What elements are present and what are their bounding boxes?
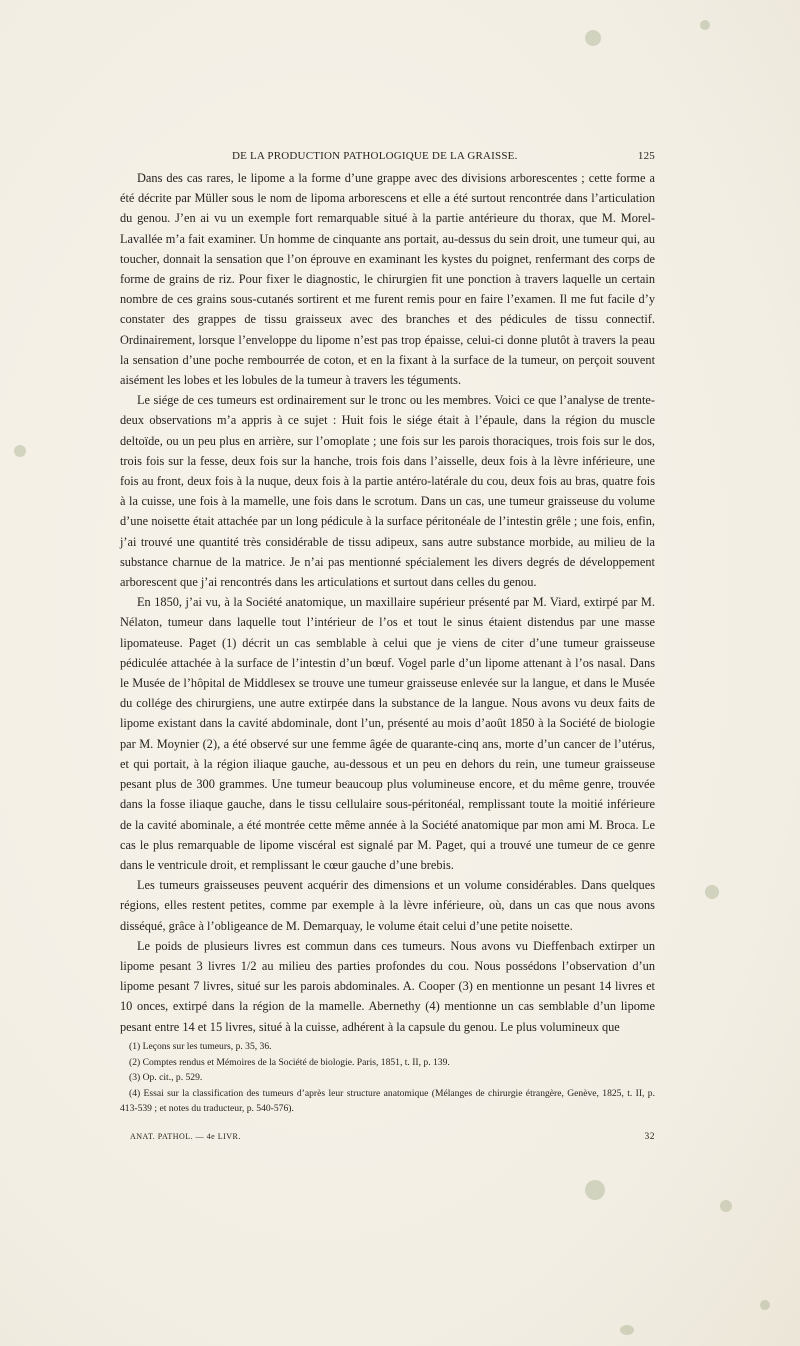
page-number: 125: [637, 150, 655, 162]
running-title: DE LA PRODUCTION PATHOLOGIQUE DE LA GRAISSE.: [232, 150, 518, 162]
foxing-stain: [585, 1180, 605, 1200]
paragraph: Dans des cas rares, le lipome a la forme d’une grappe avec des divisions arborescentes ; cette forme a été décrite par Müller sous le nom de lipoma arborescens et elle a été surtout rencontrée dans l’articulation du genou. J’en ai vu un exemple fort remarquable situé à la partie antérieure du thorax, que M. Morel-Lavallée m’a fait examiner. Un homme de cinquante ans portait, au-dessus du sein droit, une tumeur qui, au toucher, donnait la sensation que l’on éprouve en examinant les kystes du poignet, renfermant des corps de forme de grains de riz. Pour fixer le diagnostic, le chirurgien fit une ponction à travers laquelle un certain nombre de ces grains sous-cutanés sortirent et me furent remis pour en faire l’examen. Il me fut facile d’y constater des grappes de tissu graisseux avec des branches et des pédicules de tissu connectif. Ordinairement, lorsque l’enveloppe du lipome n’est pas trop épaisse, celui-ci donne plutôt à travers la peau la sensation d’une poche rembourrée de coton, et en la fixant à la surface de la tumeur, on perçoit souvent aisément les lobes et les lobules de la tumeur à travers les téguments.: [120, 171, 655, 388]
footnote: (4) Essai sur la classification des tumeurs d’après leur structure anatomique (Mélanges de chirurgie étrangère, Genève, 1825, t. II, p. 413-539 ; et notes du traducteur, p. 540-576).: [120, 1087, 655, 1115]
foxing-stain: [585, 30, 601, 46]
footnote: (1) Leçons sur les tumeurs, p. 35, 36.: [129, 1041, 272, 1052]
foxing-stain: [14, 445, 26, 457]
paragraph: En 1850, j’ai vu, à la Société anatomique, un maxillaire supérieur présenté par M. Viard, extirpé par M. Nélaton, tumeur dans laquelle tout l’intérieur de l’os et tout le sinus étaient distendus par une masse lipomateuse. Paget (1) décrit un cas semblable à celui que je viens de citer d’une tumeur graisseuse pédiculée attachée à la surface de l’intestin d’un bœuf. Vogel parle d’un lipome attenant à l’os nasal. Dans le Musée de l’hôpital de Middlesex se trouve une tumeur graisseuse enlevée sur la langue, et dans le Musée du collége des chirurgiens, une autre extirpée dans la substance de la langue. Nous avons vu deux faits de lipome existant dans la cavité abdominale, dont l’un, présenté au mois d’août 1850 à la Société de biologie par M. Moynier (2), a été observé sur une femme âgée de quarante-cinq ans, morte d’un cancer de l’utérus, et qui portait, à la région iliaque gauche, au-dessous et un peu en dehors du rein, une tumeur graisseuse pesant plus de 300 grammes. Une tumeur beaucoup plus volumineuse encore, et du même genre, trouvée dans la fosse iliaque gauche, dans le tissu cellulaire sous-péritonéal, remplissant toute la moitié inférieure de la cavité abominale, a été montrée cette même année à la Société anatomique par mon ami M. Broca. Le cas le plus remarquable de lipome viscéral est signalé par M. Paget, qui a trouvé une tumeur de ce genre dans le ventricule droit, et remplissant le cœur gauche d’une brebis.: [120, 595, 655, 872]
running-header: [120, 150, 655, 166]
sheet-number: 32: [644, 1132, 655, 1142]
foxing-stain: [620, 1325, 634, 1335]
foxing-stain: [760, 1300, 770, 1310]
main-text: [120, 168, 655, 1037]
foxing-stain: [700, 20, 710, 30]
footnotes: [120, 1039, 655, 1117]
paragraph: Les tumeurs graisseuses peuvent acquérir des dimensions et un volume considérables. Dans quelques régions, elles restent petites, comme par exemple à la lèvre inférieure, où, dans un cas que nous avons disséqué, grâce à l’obligeance de M. Demarquay, le volume était celui d’une petite noisette.: [120, 878, 655, 933]
page-footer: [130, 1132, 655, 1146]
footnote: (2) Comptes rendus et Mémoires de la Société de biologie. Paris, 1851, t. II, p. 139.: [129, 1056, 450, 1068]
foxing-stain: [720, 1200, 732, 1212]
footnote: (3) Op. cit., p. 529.: [129, 1072, 203, 1084]
paragraph: Le siége de ces tumeurs est ordinairement sur le tronc ou les membres. Voici ce que l’analyse de trente-deux observations m’a appris à ce sujet : Huit fois le siége était à l’épaule, dans la région du muscle deltoïde, ou un peu plus en arrière, sur l’omoplate ; une fois sur les parois thoraciques, trois fois sur le dos, trois fois sur la fesse, deux fois sur la hanche, trois fois dans l’aisselle, deux fois à la lèvre inférieure, une fois au front, deux fois à la nuque, deux fois à la partie antéro-latérale du cou, deux fois au bras, quatre fois à la cuisse, une fois à la mamelle, une fois dans le scrotum. Dans un cas, une tumeur graisseuse du volume d’une noisette était attachée par un long pédicule à la surface péritonéale de l’intestin grêle ; une fois, enfin, j’ai trouvé une quantité très considérable de tissu adipeux, sans autre substance morbide, au milieu de la substance charnue de la matrice. Je n’ai pas mentionné spécialement les divers degrés de développement arborescent que j’ai rencontrés dans les articulations et surtout dans celles du genou.: [120, 393, 655, 590]
paragraph: Le poids de plusieurs livres est commun dans ces tumeurs. Nous avons vu Dieffenbach extirper un lipome pesant 3 livres 1/2 au milieu des parties profondes du cou. Nous possédons l’observation d’un lipome pesant 7 livres, situé sur les parois abdominales. A. Cooper (3) en mentionne un pesant 14 livres et 10 onces, extirpé dans la région de la mamelle. Abernethy (4) mentionne un cas semblable d’un lipome pesant entre 14 et 15 livres, situé à la cuisse, adhérent à la capsule du genou. Le plus volumineux que: [120, 938, 655, 1034]
foxing-stain: [705, 885, 719, 899]
printer-signature: ANAT. PATHOL. — 4e LIVR.: [130, 1132, 241, 1141]
